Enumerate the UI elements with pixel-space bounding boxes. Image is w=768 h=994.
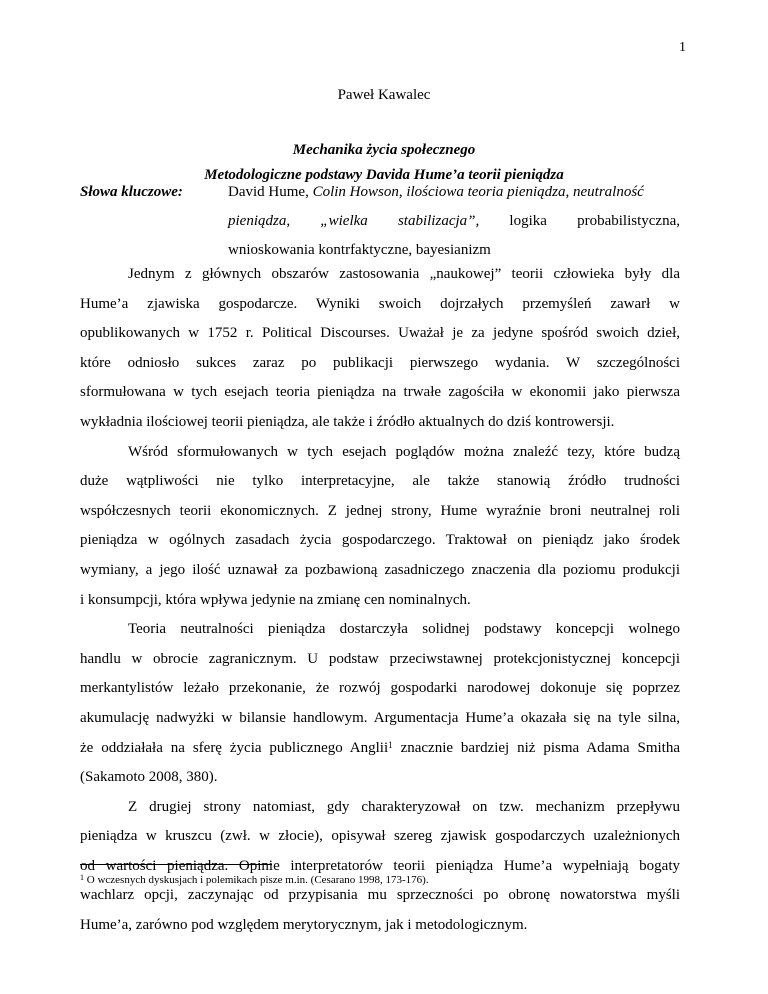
paragraph [80,438,680,616]
keywords-line-1-italic: Colin Howson, ilościowa teoria pieniądza, neutralność [312,184,644,200]
text-line: Teoria neutralności pieniądza dostarczyła solidnej podstawy koncepcji wolnego [128,621,680,638]
text-line: duże wątpliwości nie tylko interpretacyjne, ale także stanowią źródło trudności [80,473,680,490]
keywords [80,178,680,265]
text-line-with-footnote [80,734,680,764]
text-line: handlu w obrocie zagranicznym. U podstaw przeciwstawnej protekcjonistycznej koncepcji [80,650,680,667]
paragraph [80,793,680,941]
text-line: wykładnia ilościowej teorii pieniądza, ale także i źródło aktualnych do dziś kontrowersji. [80,413,615,430]
footnote-text: O wczesnych dyskusjach i polemikach pisze m.in. (Cesarano 1998, 173-176). [86,874,429,886]
text-line: Wśród sformułowanych w tych esejach poglądów można znaleźć tezy, które budzą [128,443,680,460]
text-line: wymiany, a jego ilość uznawał za pozbawioną zasadniczego znaczenia dla poziomu produkcji [80,561,680,578]
footnote [80,874,680,886]
keyword-word: stabilizacja”, [397,213,480,229]
text-line: od wartości pieniądza. Opinie interpretatorów teorii pieniądza Hume’a wypełniają bogaty [80,857,680,874]
footnote-mark: 1 [80,873,84,882]
text-line: Hume’a, zarówno pod względem merytorycznym, jak i metodologicznym. [80,917,528,934]
keyword-word: probabilistyczna, [577,213,680,229]
text-line: wachlarz opcji, zaczynając od przypisania mu sprzeczności po obronę nowatorstwa myśli [80,887,680,904]
text-line: współczesnych teorii ekonomicznych. Z jednej strony, Hume wyraźnie broni neutralnej roli [80,502,680,519]
text-line: sformułowana w tych esejach teoria pieniądza na trwałe zagościła w ekonomii jako pierwsza [80,384,680,401]
paragraph [80,615,680,793]
footnote-separator [80,864,272,865]
keyword-word: pieniądza, [228,213,291,229]
text-fragment: że oddziałała na sferę życia publicznego Anglii [80,739,389,756]
keywords-line-2 [228,207,680,236]
text-line: pieniądza w kruszcu (zwł. w złocie), opisywał szereg zjawisk gospodarczych uzależnionych [80,828,680,845]
text-line: pieniądza w ogólnych zasadach życia gospodarczego. Traktował on pieniądz jako środek [80,532,680,549]
paragraph [80,260,680,438]
text-fragment: znacznie bardziej niż pisma Adama Smitha [392,739,680,756]
text-line: Hume’a zjawiska gospodarcze. Wyniki swoich dojrzałych przemyśleń zawarł w [80,295,680,312]
paper-title: Mechanika życia społecznego [292,142,476,158]
author: Paweł Kawalec [337,87,431,103]
text-line: akumulację nadwyżki w bilansie handlowym. Argumentacja Hume’a okazała się na tyle silna, [80,709,680,726]
page-number: 1 [679,40,686,55]
footnote-reference: 1 [388,739,393,750]
text-line: (Sakamoto 2008, 380). [80,769,218,786]
keyword-word: „wielka [320,213,368,229]
body-text [80,260,680,941]
text-line: i konsumpcji, która wpływa jedynie na zmianę cen nominalnych. [80,591,471,608]
paper-subtitle: Metodologiczne podstawy Davida Hume’a teorii pieniądza [204,167,564,183]
text-line: merkantylistów leżało przekonanie, że rozwój gospodarki narodowej dokonuje się poprzez [80,680,680,697]
keywords-label: Słowa kluczowe: [80,184,183,200]
keywords-line-1-plain: David Hume, [228,184,309,200]
text-line: Z drugiej strony natomiast, gdy charakteryzował on tzw. mechanizm przepływu [128,798,680,815]
text-line: Jednym z głównych obszarów zastosowania „naukowej” teorii człowieka były dla [128,266,680,282]
text-line: które odniosło sukces zaraz po publikacji pierwszego wydania. W szczególności [80,354,680,371]
keywords-text [228,178,680,265]
keywords-line-3: wnioskowania kontrfaktyczne, bayesianizm [228,242,491,258]
text-line: opublikowanych w 1752 r. Political Discourses. Uważał je za jedyne spośród swoich dzieł, [80,325,680,342]
keywords-line-1 [228,178,680,207]
keyword-word: logika [509,213,547,229]
